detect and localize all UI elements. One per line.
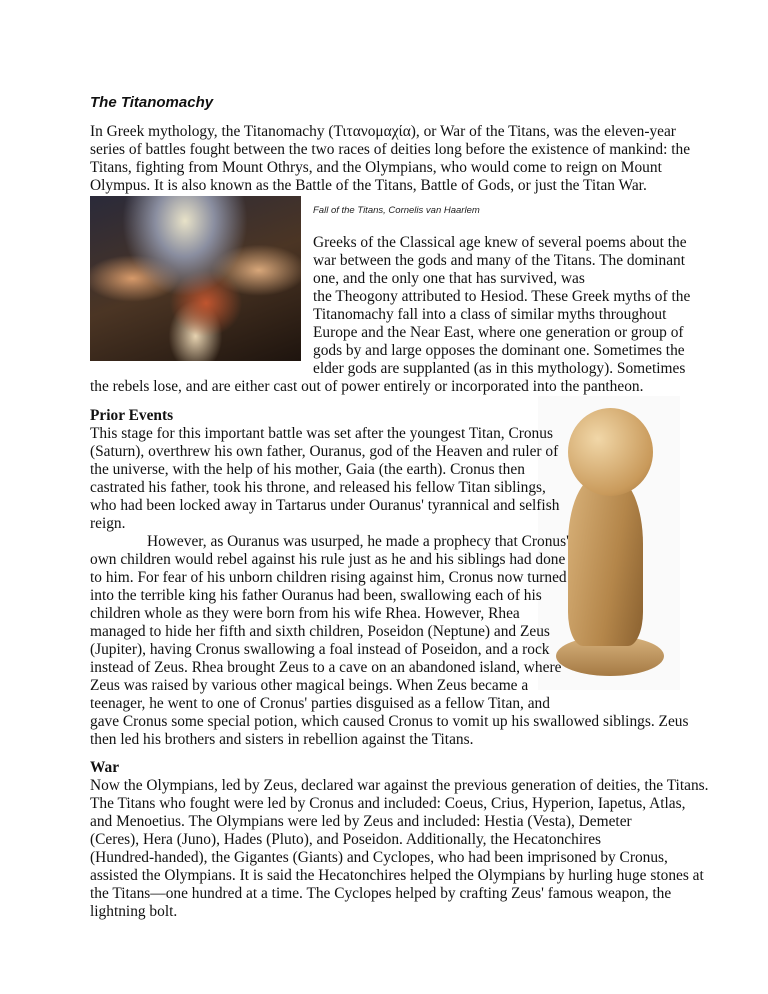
text-line: Zeus was raised by various other magical beings. When Zeus became a bbox=[90, 677, 529, 694]
text-line: instead of Zeus. Rhea brought Zeus to a cave on an abandoned island, where bbox=[90, 659, 562, 676]
section-heading: Prior Events bbox=[90, 407, 174, 424]
text-line: However, as Ouranus was usurped, he made a prophecy that Cronus' bbox=[147, 533, 569, 550]
text-line: lightning bolt. bbox=[90, 903, 178, 920]
text-line: castrated his father, took his throne, and released his fellow Titan siblings, bbox=[90, 479, 546, 496]
text-line: into the terrible king his father Ouranus had been, swallowing each of his bbox=[90, 587, 542, 604]
text-line: gave Cronus some special potion, which caused Cronus to vomit up his swallowed siblings. Zeus bbox=[90, 713, 689, 730]
text-line: The Titans who fought were led by Cronus and included: Coeus, Crius, Hyperion, Iapetus, Atlas, bbox=[90, 795, 686, 812]
text-line: Olympus. It is also known as the Battle of the Titans, Battle of Gods, or just the Titan War. bbox=[90, 177, 647, 194]
figure-caption: Fall of the Titans, Cornelis van Haarlem bbox=[313, 205, 480, 216]
text-line: (Hundred-handed), the Gigantes (Giants) and Cyclopes, who had been imprisoned by Cronus, bbox=[90, 849, 668, 866]
page-title: The Titanomachy bbox=[90, 94, 214, 111]
prior-events-section bbox=[90, 407, 688, 749]
text-line: the universe, with the help of his mother, Gaia (the earth). Cronus then bbox=[90, 461, 525, 478]
text-line: children whole as they were born from his wife Rhea. However, Rhea bbox=[90, 605, 520, 622]
text-line: This stage for this important battle was set after the youngest Titan, Cronus bbox=[90, 425, 553, 442]
fall-of-titans-painting bbox=[90, 196, 301, 361]
text-line: Greeks of the Classical age knew of several poems about the bbox=[313, 234, 687, 251]
section-heading: War bbox=[90, 759, 120, 776]
text-line: to him. For fear of his unborn children rising against him, Cronus now turned bbox=[90, 569, 567, 586]
text-line: gods by and large opposes the dominant one. Sometimes the bbox=[313, 342, 685, 359]
text-line: Titans, fighting from Mount Othrys, and the Olympians, who would come to reign on Mount bbox=[90, 159, 662, 176]
war-section bbox=[90, 759, 708, 921]
classical-paragraph bbox=[313, 234, 690, 378]
text-line: series of battles fought between the two races of deities long before the existence of mankind: the bbox=[90, 141, 691, 158]
text-line: (Ceres), Hera (Juno), Hades (Pluto), and Poseidon. Additionally, the Hecatonchires bbox=[90, 831, 602, 848]
text-line: (Saturn), overthrew his own father, Ouranus, god of the Heaven and ruler of bbox=[90, 443, 559, 460]
text-line: (Jupiter), having Cronus swallowing a foal instead of Poseidon, and a rock bbox=[90, 641, 550, 658]
text-line: who had been locked away in Tartarus under Ouranus' tyrannical and selfish bbox=[90, 497, 560, 514]
text-line: one, and the only one that has survived, was bbox=[313, 270, 585, 287]
text-line: the rebels lose, and are either cast out of power entirely or incorporated into the pantheon. bbox=[90, 378, 644, 395]
intro-paragraph bbox=[90, 123, 690, 195]
text-line: reign. bbox=[90, 515, 126, 532]
text-line: elder gods are supplanted (as in this mythology). Sometimes bbox=[313, 360, 686, 377]
text-line: Titanomachy fall into a class of similar myths throughout bbox=[313, 306, 667, 323]
text-line: In Greek mythology, the Titanomachy (Τιτανομαχία), or War of the Titans, was the eleven-year bbox=[90, 123, 676, 140]
text-line: the Theogony attributed to Hesiod. These Greek myths of the bbox=[313, 288, 691, 305]
text-line: assisted the Olympians. It is said the Hecatonchires helped the Olympians by hurling huge stones at bbox=[90, 867, 704, 884]
text-line: war between the gods and many of the Titans. The dominant bbox=[313, 252, 686, 269]
text-line: managed to hide her fifth and sixth children, Poseidon (Neptune) and Zeus bbox=[90, 623, 550, 640]
text-line: teenager, he went to one of Cronus' parties disguised as a fellow Titan, and bbox=[90, 695, 550, 712]
text-line: Now the Olympians, led by Zeus, declared war against the previous generation of deities, the Titans. bbox=[90, 777, 709, 794]
text-line: the Titans—one hundred at a time. The Cyclopes helped by crafting Zeus' famous weapon, the bbox=[90, 885, 672, 902]
text-line: own children would rebel against his rule just as he and his siblings had done bbox=[90, 551, 566, 568]
text-line: then led his brothers and sisters in rebellion against the Titans. bbox=[90, 731, 474, 748]
text-line: Europe and the Near East, where one generation or group of bbox=[313, 324, 684, 341]
text-line: and Menoetius. The Olympians were led by Zeus and included: Hestia (Vesta), Demeter bbox=[90, 813, 632, 830]
